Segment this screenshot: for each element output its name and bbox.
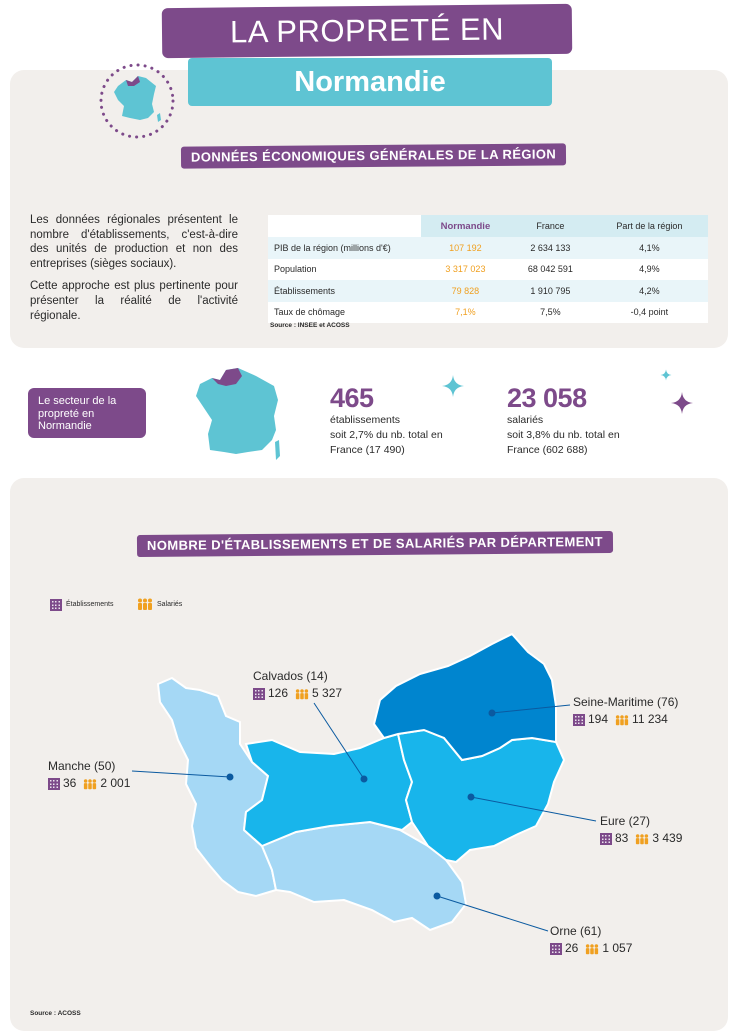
dept-label-seine-maritime: Seine-Maritime (76) 194 11 234 (573, 695, 679, 726)
intro-paragraph-2: Cette approche est plus pertinente pour présenter la réalité de l'activité régionale. (30, 280, 238, 322)
people-icon (295, 688, 309, 700)
building-icon (550, 943, 562, 955)
page-title: LA PROPRETÉ EN (162, 4, 573, 58)
etab-number: 465 (330, 383, 374, 413)
people-icon (635, 833, 649, 845)
people-icon (585, 943, 599, 955)
building-icon (253, 688, 265, 700)
col-france: France (510, 215, 591, 237)
dept-manche (158, 678, 276, 896)
sal-number: 23 058 (507, 383, 587, 413)
col-part: Part de la région (591, 215, 708, 237)
people-icon (615, 714, 629, 726)
intro-paragraph-1: Les données régionales présentent le nombre d'établissements, c'est-à-dire des unités de production et non des entreprises (sièges sociaux). (30, 214, 238, 270)
table-row: Population 3 317 023 68 042 591 4,9% (274, 264, 660, 275)
building-icon (48, 778, 60, 790)
sector-badge: Le secteur de la propreté en Normandie (28, 388, 146, 438)
dept-label-eure: Eure (27) 83 3 439 (600, 814, 683, 845)
legend-sal: Salariés (157, 601, 183, 608)
dept-label-orne: Orne (61) 26 1 057 (550, 924, 633, 955)
etab-text: établissements soit 2,7% du nb. total en France (17 490) (330, 414, 443, 456)
building-icon (600, 833, 612, 845)
section-economic-title: DONNÉES ÉCONOMIQUES GÉNÉRALES DE LA RÉGION (181, 143, 566, 168)
building-icon (573, 714, 585, 726)
people-icon (83, 778, 97, 790)
col-normandie: Normandie (421, 215, 510, 237)
table-source: Source : INSEE et ACOSS (270, 322, 350, 329)
region-title: Normandie (188, 58, 552, 106)
table-row: Taux de chômage 7,1% 7,5% -0,4 point (274, 307, 669, 318)
legend-etab: Établissements (66, 601, 114, 608)
sal-text: salariés soit 3,8% du nb. total en France (602 688) (507, 414, 620, 456)
map-source: Source : ACOSS (30, 1010, 81, 1017)
table-row: Établissements 79 828 1 910 795 4,2% (268, 280, 708, 302)
section-departments-title: NOMBRE D'ÉTABLISSEMENTS ET DE SALARIÉS PAR DÉPARTEMENT (137, 531, 613, 557)
dept-label-calvados: Calvados (14) 126 5 327 (253, 669, 343, 700)
dept-label-manche: Manche (50) 36 2 001 (48, 759, 131, 790)
table-row: PIB de la région (millions d'€) 107 192 2 634 133 4,1% (268, 237, 708, 259)
